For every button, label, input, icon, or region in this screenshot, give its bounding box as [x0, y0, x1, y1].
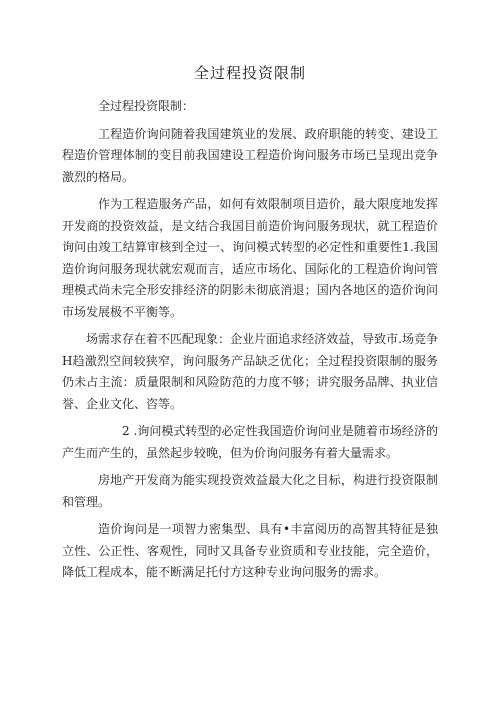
- paragraph: 全过程投资限制：: [98, 99, 195, 113]
- document-title: 全过程投资限制: [193, 64, 306, 82]
- paragraph: 造价询问是一项智力密集型、具有•丰富阅历的高智其特征是独立性、公正性、客观性，同时又具备专业资质和专业技能，完全造价，降低工程成本，能不断满足托付方这种专业询问服务的需求。: [62, 522, 438, 579]
- paragraph: 工程造价询问随着我国建筑业的发展、政府职能的转变、建设工程造价管理体制的变目前我国建设工程造价询问服务市场已呈现出竞争激烈的格局。: [62, 126, 438, 184]
- paragraph: 作为工程造服务产品，如何有效限制项目造价，最大限度地发挥开发商的投资效益，是文结合我国目前造价询问服务现状，就工程造价询问由竣工结算审核到全过一、询问模式转型的必定性和重要性1.我国造价询问服务现状就宏观而言，适应市场化、国际化的工程造价询问管理模式尚未完全形安排经济的阴影未彻底消退；国内各地区的造价询问市场发展极不平衡等。: [62, 197, 438, 319]
- paragraph: 场需求存在着不匹配现象：企业片面追求经济效益，导致市.场竞争H趋激烈空间较狭窄，询问服务产品缺乏优化；全过程投资限制的服务仍未占主流：质量限制和风险防范的力度不够；讲究服务品牌、执业信誉、企业文化、咨等。: [62, 332, 438, 411]
- document-body: [62, 96, 438, 590]
- paragraph: 房地产开发商为能实现投资效益最大化之目标，构进行投资限制和管理。: [62, 473, 438, 509]
- paragraph: 2 .询问模式转型的必定性我国造价询问业是随着市场经济的产生而产生的，虽然起步较晚，但为价询问服务有着大量需求。: [62, 424, 438, 460]
